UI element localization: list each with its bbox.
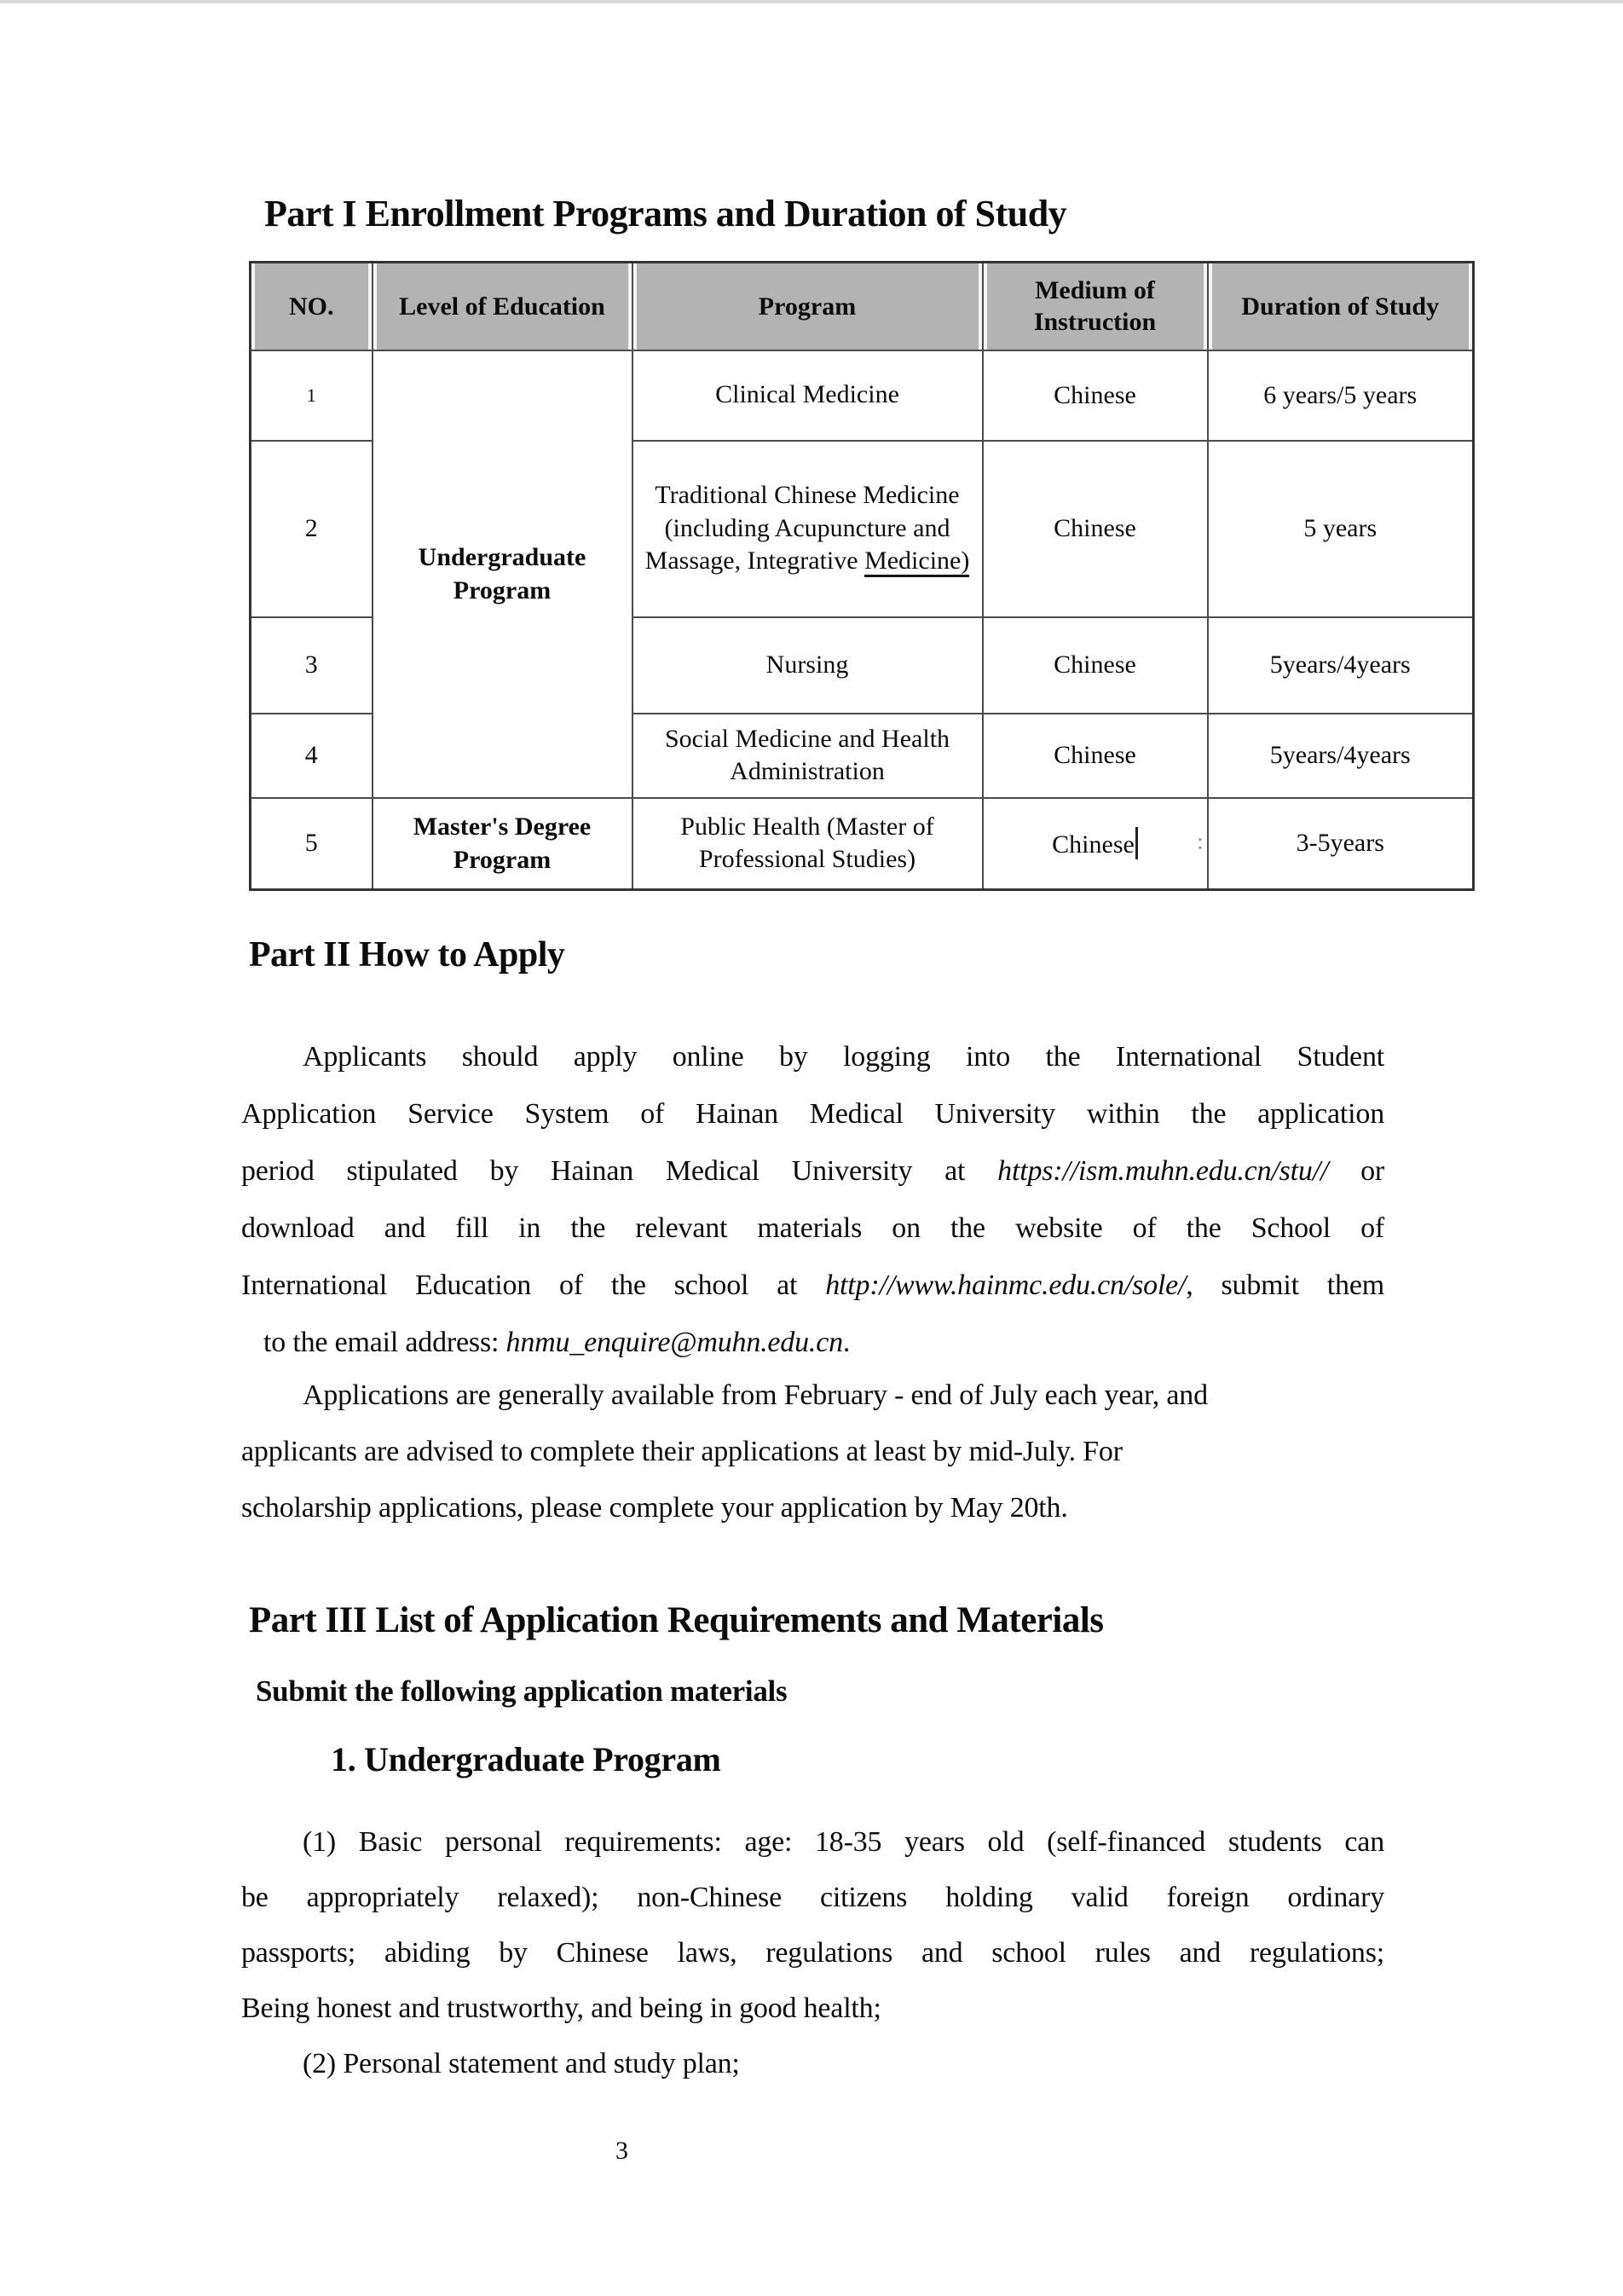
paragraph-line: be appropriately relaxed); non-Chinese citizens holding valid foreign ordinary [241, 1882, 1384, 1913]
cell-medium [983, 798, 1208, 890]
cell-duration: 6 years/5 years [1208, 350, 1474, 441]
paragraph-line [241, 1028, 1384, 1085]
cell-program [632, 714, 983, 798]
paragraph-line [241, 1314, 1384, 1371]
paragraph-line: Being honest and trustworthy, and being in good health; [241, 1992, 881, 2024]
part2-heading: Part II How to Apply [249, 935, 565, 974]
header-duration: Duration of Study [1208, 263, 1474, 350]
text-segment: , submit them [1186, 1269, 1384, 1301]
paragraph-line: (2) Personal statement and study plan; [303, 2048, 740, 2079]
cell-medium: Chinese [983, 714, 1208, 798]
text-segment: period stipulated by Hainan Medical University at [241, 1155, 998, 1187]
enrollment-table [249, 261, 1475, 891]
table-row [251, 798, 1474, 890]
cell-medium: Chinese [983, 350, 1208, 441]
text-segment: Public Health (Master of Professional Studies) [680, 812, 934, 874]
text-segment: Traditional Chinese Medicine (including Acupuncture and Massage, Integrative [644, 481, 960, 575]
cell-no: 4 [251, 714, 373, 798]
paragraph-line [241, 1085, 1384, 1142]
part3-paragraph [241, 1814, 1384, 2091]
paragraph-line: passports; abiding by Chinese laws, regulations and school rules and regulations; [241, 1937, 1384, 1969]
header-no: NO. [251, 263, 373, 350]
scan-artifact-colon: : [1197, 829, 1204, 854]
cell-medium-text: Chinese [1052, 830, 1135, 859]
text-segment: or [1328, 1155, 1384, 1187]
cell-program [632, 798, 983, 890]
text-segment: hnmu_enquire@muhn.edu.cn [505, 1327, 843, 1358]
paragraph-line [241, 1257, 1384, 1314]
cell-medium: Chinese [983, 617, 1208, 714]
text-segment: https://ism.muhn.edu.cn/stu// [997, 1155, 1329, 1187]
paragraph-line: (1) Basic personal requirements: age: 18-35 years old (self-financed students can [303, 1826, 1384, 1858]
cell-medium: Chinese [983, 441, 1208, 617]
text-segment: download and fill in the relevant materials on the website of the School of [241, 1212, 1384, 1244]
page-number: 3 [615, 2137, 628, 2165]
cell-no: 5 [251, 798, 373, 890]
text-segment: Social Medicine and Health Administration [664, 724, 950, 785]
part1-heading: Part I Enrollment Programs and Duration of Study [264, 193, 1067, 234]
text-segment: Medicine) [864, 547, 969, 577]
cell-level-undergraduate: Undergraduate Program [373, 350, 632, 798]
paragraph-line [241, 1142, 1384, 1200]
text-cursor [1135, 827, 1138, 859]
paragraph-line: scholarship applications, please complete your application by May 20th. [241, 1492, 1068, 1524]
text-segment: International Education of the school at [241, 1269, 826, 1301]
part3-heading: Part III List of Application Requirements and Materials [249, 1600, 1104, 1640]
cell-duration: 5years/4years [1208, 617, 1474, 714]
part3-subheading: Submit the following application materials [256, 1674, 788, 1708]
enrollment-table-wrapper [249, 261, 1475, 891]
header-program: Program [632, 263, 983, 350]
part2-paragraph-1 [241, 1028, 1384, 1371]
cell-no: 1 [251, 350, 373, 441]
text-segment: to the email address: [263, 1327, 506, 1358]
paragraph-line: Applications are generally available from February - end of July each year, and [303, 1379, 1208, 1411]
cell-program [632, 617, 983, 714]
cell-duration: 3-5years [1208, 798, 1474, 890]
text-segment: Applicants should apply online by logging into the International Student [303, 1041, 1384, 1073]
text-segment: Application Service System of Hainan Medical University within the application [241, 1098, 1384, 1130]
text-segment: Clinical Medicine [715, 380, 899, 409]
text-segment: Nursing [765, 650, 849, 679]
part3-subheading-2: 1. Undergraduate Program [331, 1740, 721, 1778]
cell-program [632, 441, 983, 617]
cell-no: 3 [251, 617, 373, 714]
header-medium: Medium of Instruction [983, 263, 1208, 350]
paragraph-line: applicants are advised to complete their applications at least by mid-July. For [241, 1436, 1123, 1467]
paragraph-line [241, 1200, 1384, 1257]
cell-program [632, 350, 983, 441]
text-segment: http://www.hainmc.edu.cn/sole/ [825, 1269, 1187, 1301]
part2-paragraph-2 [241, 1368, 1384, 1536]
scan-top-edge [0, 0, 1623, 3]
cell-duration: 5 years [1208, 441, 1474, 617]
table-header-row [251, 263, 1474, 350]
cell-level-masters: Master's Degree Program [373, 798, 632, 890]
header-level: Level of Education [373, 263, 632, 350]
text-segment: . [842, 1327, 851, 1358]
table-row [251, 350, 1474, 441]
cell-duration: 5years/4years [1208, 714, 1474, 798]
cell-no: 2 [251, 441, 373, 617]
